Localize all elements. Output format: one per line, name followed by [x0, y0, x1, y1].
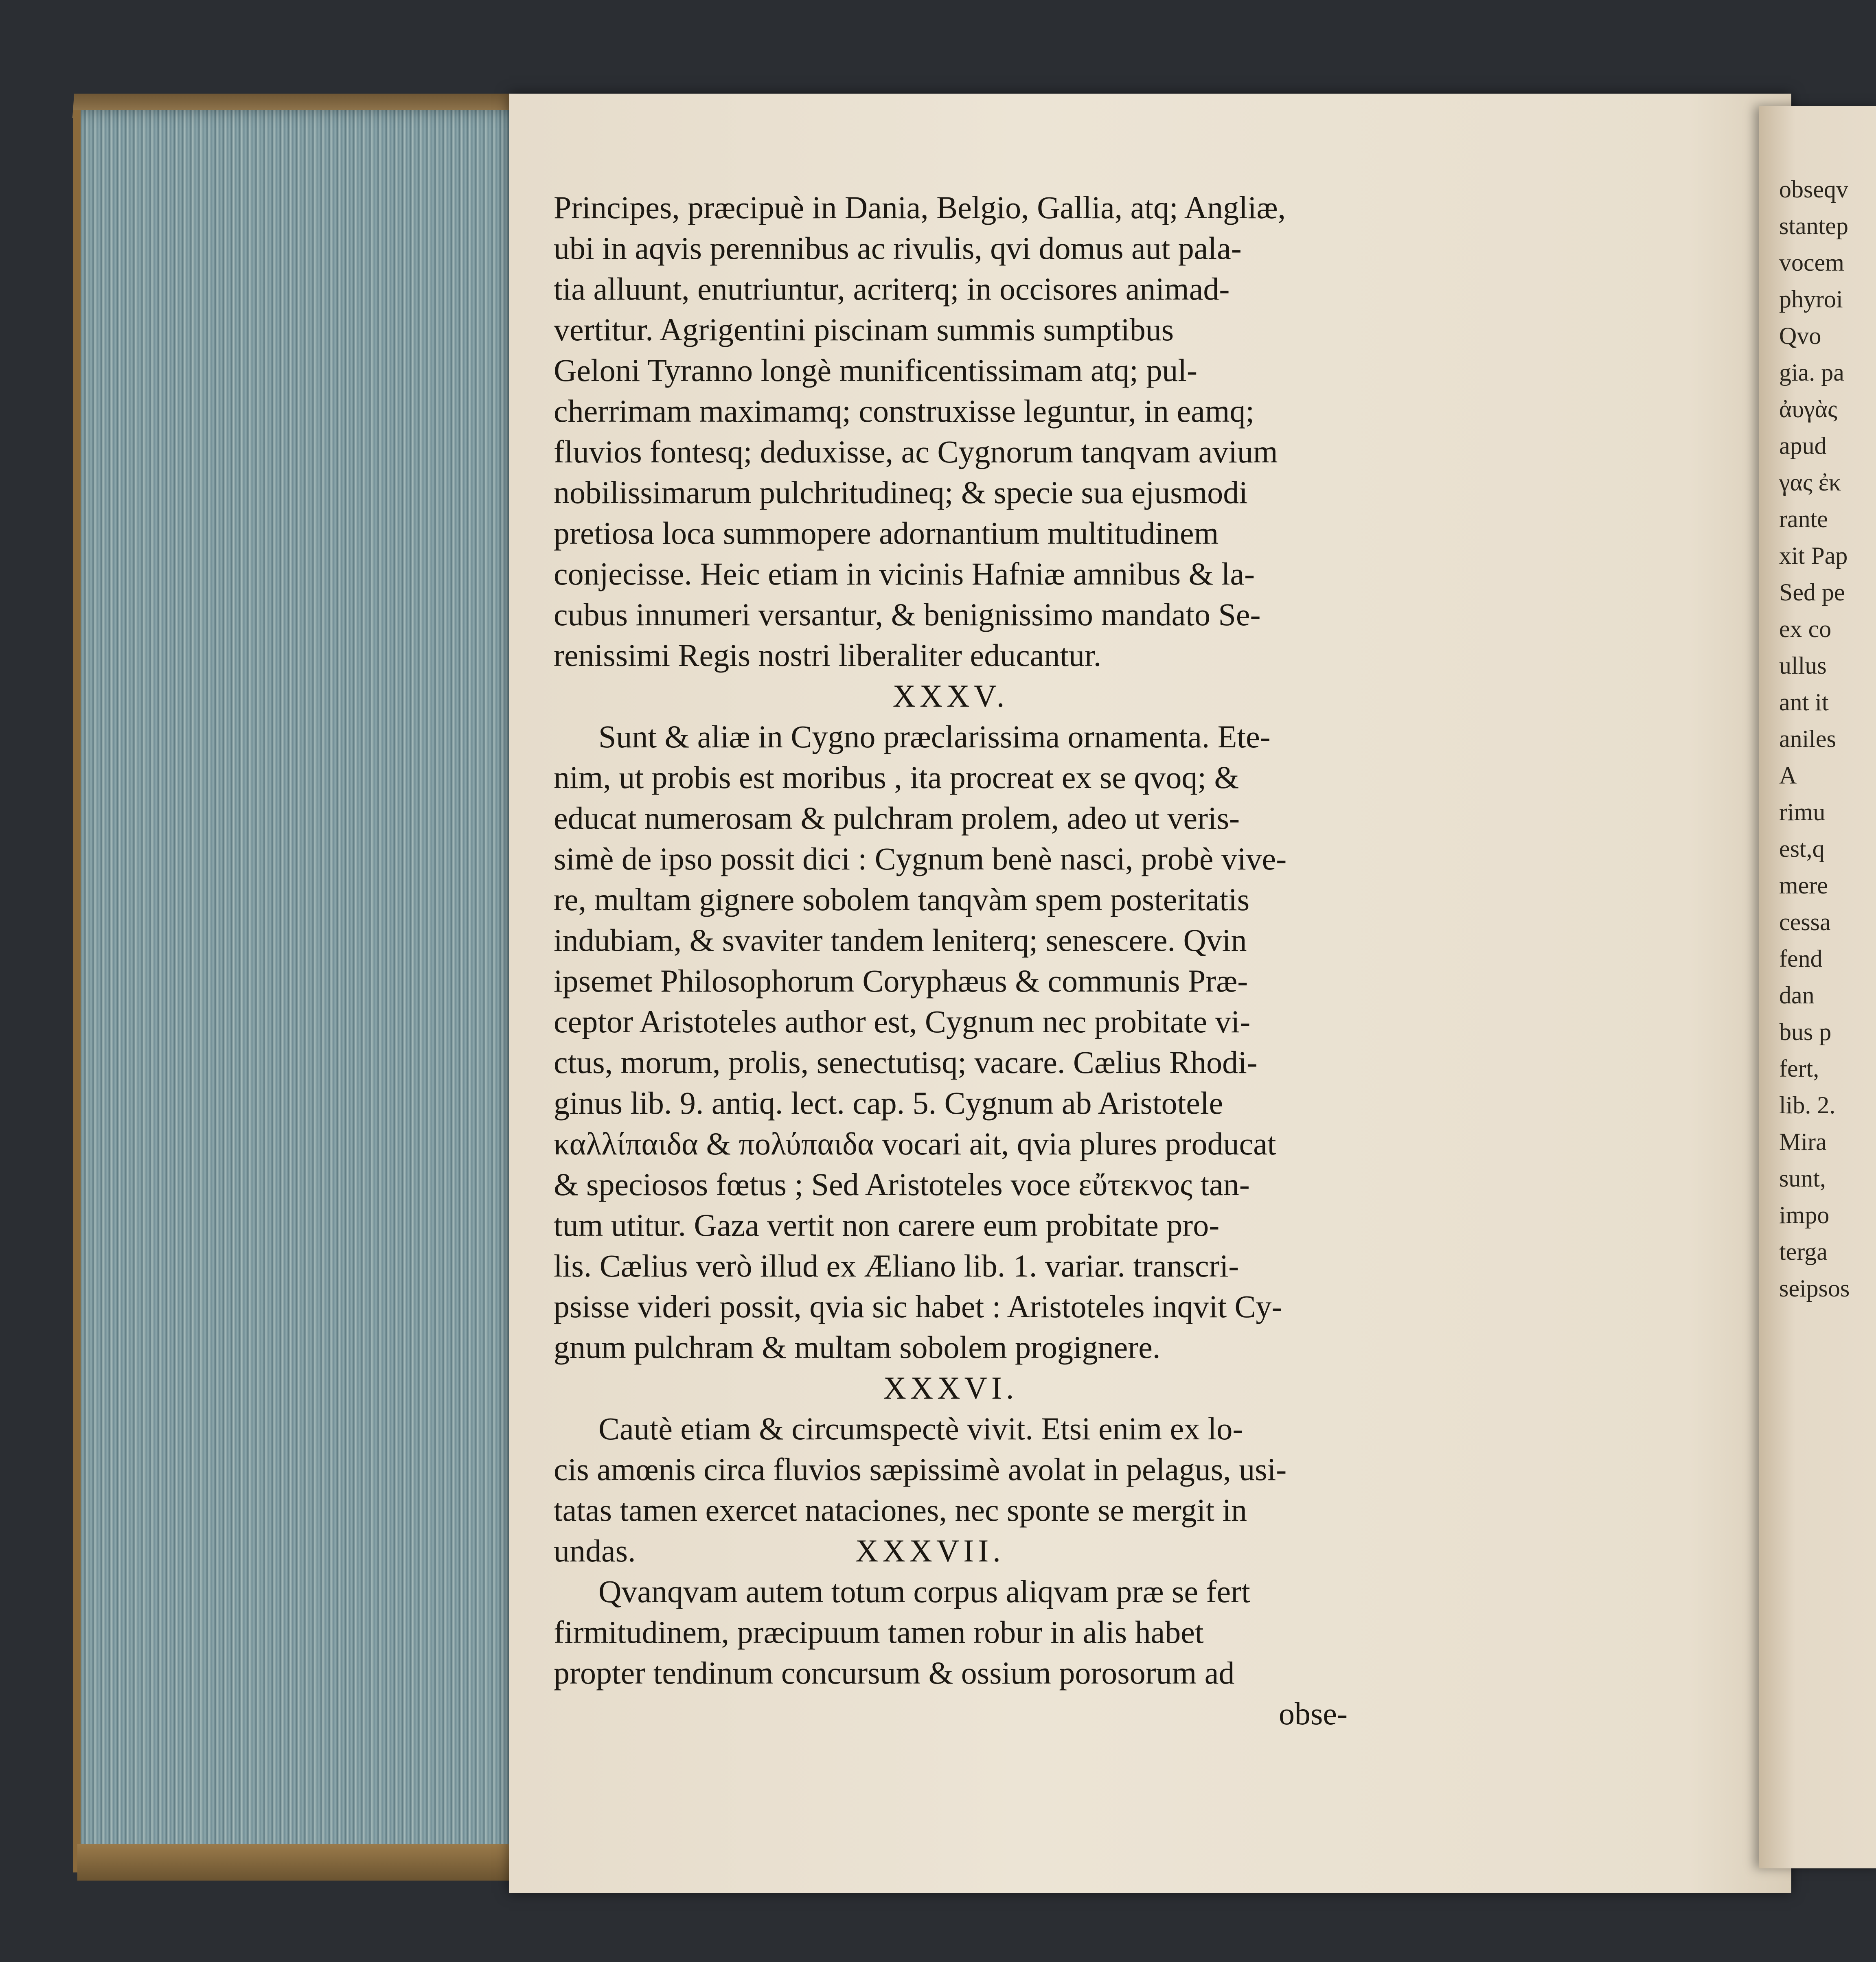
facing-page-fragment: vocem	[1779, 249, 1844, 276]
text-line: gnum pulchram & multam sobolem progignere.	[554, 1329, 1161, 1365]
facing-page-text	[1779, 171, 1876, 1307]
text-line: ginus lib. 9. antiq. lect. cap. 5. Cygnum ab Aristotele	[554, 1085, 1223, 1121]
text-line: tum utitur. Gaza vertit non carere eum probitate pro-	[554, 1207, 1220, 1243]
main-text-block	[554, 187, 1348, 1734]
facing-page-fragment: rimu	[1779, 799, 1826, 826]
text-line: Sunt & aliæ in Cygno præclarissima ornamenta. Ete-	[598, 719, 1271, 754]
text-line: conjecisse. Heic etiam in vicinis Hafniæ amnibus & la-	[554, 556, 1255, 591]
facing-page-fragment: ex co	[1779, 615, 1832, 642]
facing-page-fragment: dan	[1779, 982, 1815, 1009]
text-line: tia alluunt, enutriuntur, acriterq; in occisores animad-	[554, 271, 1230, 307]
text-line: fluvios fontesq; deduxisse, ac Cygnorum tanqvam avium	[554, 434, 1278, 469]
text-line: Geloni Tyranno longè munificentissimam atq; pul-	[554, 353, 1197, 388]
book	[65, 94, 1876, 1962]
text-line: psisse videri possit, qvia sic habet : Aristoteles inqvit Cy-	[554, 1289, 1282, 1324]
facing-page-fragment: rante	[1779, 506, 1828, 532]
text-line: Principes, præcipuè in Dania, Belgio, Gallia, atq; Angliæ,	[554, 190, 1286, 225]
facing-page-fragment: obseqv	[1779, 176, 1848, 203]
text-line: cis amœnis circa fluvios sæpissimè avolat in pelagus, usi-	[554, 1452, 1287, 1487]
facing-page-fragment: bus p	[1779, 1018, 1832, 1045]
facing-page-fragment: seipsos	[1779, 1275, 1850, 1302]
facing-page-fragment: ant it	[1779, 689, 1829, 716]
paragraph-36	[554, 1408, 1348, 1531]
facing-page-fragment: stantep	[1779, 212, 1848, 239]
text-line: ubi in aqvis perennibus ac rivulis, qvi domus aut pala-	[554, 230, 1242, 266]
page-edges	[73, 110, 541, 1872]
paragraph-36-last-line	[554, 1531, 1348, 1571]
facing-page-fragment: ullus	[1779, 652, 1827, 679]
book-bottom-edge	[77, 1844, 550, 1881]
text-line: ceptor Aristoteles author est, Cygnum nec probitate vi-	[554, 1004, 1251, 1039]
facing-page-fragment: A	[1779, 762, 1797, 789]
facing-page-fragment: terga	[1779, 1238, 1828, 1265]
section-heading-37: XXXVII.	[855, 1533, 1005, 1568]
text-line: cubus innumeri versantur, & benignissimo mandato Se-	[554, 597, 1261, 632]
text-line: renissimi Regis nostri liberaliter educantur.	[554, 637, 1102, 673]
text-line: ipsemet Philosophorum Coryphæus & communis Præ-	[554, 963, 1248, 999]
facing-page-fragment: xit Pap	[1779, 542, 1848, 569]
text-line: ctus, morum, prolis, senectutisq; vacare. Cælius Rhodi-	[554, 1045, 1258, 1080]
text-line: cherrimam maximamq; construxisse leguntur, in eamq;	[554, 393, 1255, 429]
facing-page-fragment: ἀυγὰς	[1779, 396, 1837, 423]
facing-page-fragment: sunt,	[1779, 1165, 1826, 1192]
section-heading-35: XXXV.	[892, 678, 1009, 714]
text-line: firmitudinem, præcipuum tamen robur in alis habet	[554, 1614, 1204, 1650]
text-line: educat numerosam & pulchram prolem, adeo ut veris-	[554, 800, 1240, 836]
facing-page-fragment: aniles	[1779, 725, 1836, 752]
text-line: tatas tamen exercet nataciones, nec sponte se mergit in	[554, 1492, 1247, 1528]
text-line: καλλίπαιδα & πολύπαιδα vocari ait, qvia plures producat	[554, 1126, 1276, 1161]
paragraph-34-end	[554, 187, 1348, 676]
paragraph-35	[554, 716, 1348, 1368]
facing-page-fragment: Sed pe	[1779, 579, 1845, 606]
facing-page-fragment: fert,	[1779, 1055, 1819, 1082]
facing-page-fragment: apud	[1779, 432, 1827, 459]
facing-page-fragment: mere	[1779, 872, 1828, 899]
text-line: simè de ipso possit dici : Cygnum benè nasci, probè vive-	[554, 841, 1287, 876]
text-line: nim, ut probis est moribus , ita procreat ex se qvoq; &	[554, 760, 1239, 795]
text-line: nobilissimarum pulchritudineq; & specie sua ejusmodi	[554, 475, 1248, 510]
facing-page-fragment: gia. pa	[1779, 359, 1844, 386]
paragraph-37	[554, 1571, 1348, 1693]
paragraph-36-last: undas.	[554, 1533, 636, 1568]
facing-page-fragment: fend	[1779, 945, 1823, 972]
text-line: Qvanqvam autem totum corpus aliqvam præ se fert	[598, 1574, 1250, 1609]
facing-page	[1759, 106, 1876, 1868]
catchword: obse-	[1279, 1696, 1348, 1731]
text-line: lis. Cælius verò illud ex Æliano lib. 1. variar. transcri-	[554, 1248, 1239, 1283]
facing-page-fragment: est,q	[1779, 835, 1825, 862]
facing-page-fragment: impo	[1779, 1202, 1830, 1228]
facing-page-fragment: γας ἐκ	[1779, 469, 1841, 496]
text-line: vertitur. Agrigentini piscinam summis sumptibus	[554, 312, 1174, 347]
facing-page-fragment: phyroi	[1779, 286, 1843, 313]
text-line: pretiosa loca summopere adornantium multitudinem	[554, 515, 1219, 551]
text-line: & speciosos fœtus ; Sed Aristoteles voce εὔτεκνος tan-	[554, 1167, 1250, 1202]
facing-page-fragment: lib. 2.	[1779, 1092, 1836, 1119]
text-line: re, multam gignere sobolem tanqvàm spem posteritatis	[554, 882, 1250, 917]
facing-page-fragment: cessa	[1779, 909, 1831, 935]
text-line: indubiam, & svaviter tandem leniterq; senescere. Qvin	[554, 922, 1247, 958]
text-line: Cautè etiam & circumspectè vivit. Etsi enim ex lo-	[598, 1411, 1243, 1446]
facing-page-fragment: Qvo	[1779, 322, 1821, 349]
section-heading-36: XXXVI.	[883, 1370, 1018, 1406]
facing-page-fragment: Mira	[1779, 1128, 1827, 1155]
text-line: propter tendinum concursum & ossium porosorum ad	[554, 1655, 1235, 1690]
